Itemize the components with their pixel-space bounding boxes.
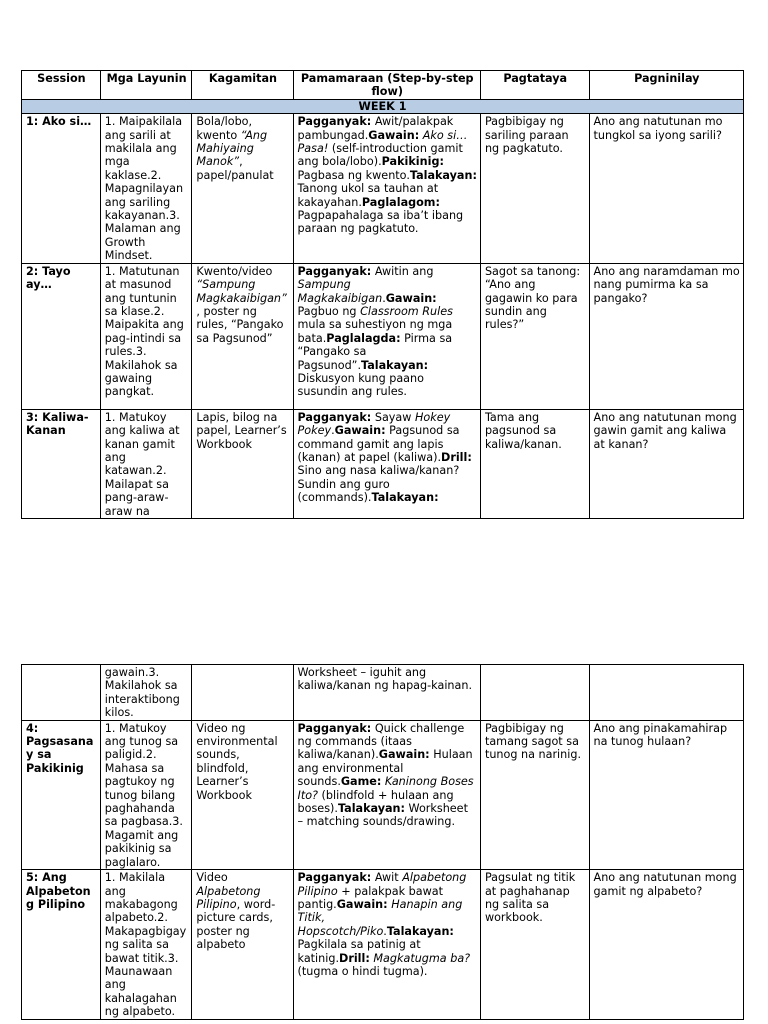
bold-label: Gawain:: [368, 128, 420, 142]
header-layunin: Mga Layunin: [100, 71, 192, 100]
text-run: Awit/palakpak pambungad.: [297, 115, 454, 142]
text-run: Pagbasa ng kwento.: [297, 168, 410, 182]
kagamitan-cell: [192, 114, 293, 263]
bold-label: Pagganyak:: [297, 410, 372, 424]
text-run: (tugma o hindi tugma).: [297, 964, 428, 978]
layunin-cell: 1. Maipakilala ang sarili at makilala ang mga kaklase.2. Mapagnilayan ang sariling kakayanan.3. Malaman ang Growth Mindset.: [100, 114, 192, 263]
bold-label: Gawain:: [334, 424, 386, 438]
bold-label: Drill:: [339, 951, 370, 965]
text-run: , word-picture cards, poster ng alpabeto: [196, 897, 276, 952]
session-cell: 1: Ako si…: [22, 114, 101, 263]
italic-text: Alpabetong Pilipino: [196, 884, 261, 911]
bold-label: Talakayan:: [386, 924, 454, 938]
italic-text: Hanapin ang Titik, Hopscotch/Piko: [297, 897, 463, 938]
italic-text: Hokey Pokey: [297, 410, 451, 438]
session-cell: 4: Pagsasanay sa Pakikinig: [22, 720, 101, 869]
pagninilay-cell: Ano ang natutunan mong gawin gamit ang kaliwa at kanan?: [589, 409, 743, 518]
text-run: Video ng environmental sounds, blindfold, Learner’s Workbook: [196, 721, 278, 802]
bold-label: Talakayan:: [409, 168, 477, 182]
pamamaraan-cell: [293, 409, 480, 518]
pagninilay-cell: Ano ang naramdaman mo nang pumirma ka sa pangako?: [589, 263, 743, 409]
pagtataya-cell: Pagsulat ng titik at paghahanap ng salita sa workbook.: [480, 870, 589, 1019]
text-run: Awit: [371, 871, 403, 885]
kagamitan-cell: [192, 409, 293, 518]
pagtataya-cell: Pagbibigay ng tamang sagot sa tunog na narinig.: [480, 720, 589, 869]
bold-label: Drill:: [441, 450, 472, 464]
text-run: Pagpapahalaga sa iba’t ibang paraan ng pagkatuto.: [297, 209, 464, 236]
header-pagtataya: Pagtataya: [480, 71, 589, 100]
text-run: , papel/panulat: [196, 155, 274, 182]
session-cell: 5: Ang Alpabetong Pilipino: [22, 870, 101, 1019]
table-row: [22, 665, 744, 721]
italic-text: Magkatugma ba?: [373, 951, 471, 965]
text-run: Pagsunod sa command gamit ang lapis (kanan) at papel (kaliwa).: [297, 424, 460, 464]
bold-label: Game:: [340, 775, 382, 789]
header-pamamaraan: Pamamaraan (Step-by-step flow): [293, 71, 480, 100]
pamamaraan-cell: [293, 870, 480, 1019]
bold-label: Talakayan:: [371, 491, 439, 505]
header-session: Session: [22, 71, 101, 100]
pamamaraan-cell: [293, 665, 480, 721]
italic-text: “Ang Mahiyaing Manok”: [196, 128, 268, 169]
text-run: (self-introduction gamit ang bola/lobo).: [297, 142, 463, 169]
header-pagninilay: Pagninilay: [589, 71, 743, 100]
text-run: Worksheet – matching sounds/drawing.: [297, 802, 468, 829]
text-run: Pagbuo ng: [297, 304, 361, 318]
bold-label: Pagganyak:: [297, 115, 372, 129]
kagamitan-cell: [192, 665, 293, 721]
table-row: [22, 409, 744, 518]
bold-label: Paglalagom:: [361, 195, 440, 209]
kagamitan-cell: [192, 720, 293, 869]
layunin-cell: 1. Matutunan at masunod ang tuntunin sa klase.2. Maipakita ang pag-intindi sa rules.3. Makilahok sa gawaing pangkat.: [100, 263, 192, 409]
pagtataya-cell: Pagbibigay ng sariling paraan ng pagkatuto.: [480, 114, 589, 263]
lesson-plan-table-page-2: [21, 664, 744, 1020]
layunin-cell: 1. Matukoy ang kaliwa at kanan gamit ang katawan.2. Mailapat sa pang-araw-araw na: [100, 409, 192, 518]
text-run: Lapis, bilog na papel, Learner’s Workbook: [196, 410, 287, 451]
bold-label: Pagganyak:: [297, 264, 372, 278]
header-kagamitan: Kagamitan: [192, 71, 293, 100]
text-run: Tanong ukol sa tauhan at kakayahan.: [297, 182, 439, 209]
kagamitan-cell: [192, 263, 293, 409]
italic-text: Sampung Magkakaibigan: [297, 278, 383, 305]
text-run: , poster ng rules, “Pangako sa Pagsunod”: [196, 304, 284, 345]
text-run: Kwento/video: [196, 264, 273, 278]
bold-label: Gawain:: [336, 897, 388, 911]
pagtataya-cell: Tama ang pagsunod sa kaliwa/kanan.: [480, 409, 589, 518]
bold-label: Paglalagda:: [326, 331, 401, 345]
italic-text: Ako si… Pasa!: [297, 128, 468, 156]
session-cell: 3: Kaliwa-Kanan: [22, 409, 101, 518]
bold-label: Talakayan:: [337, 802, 405, 816]
table-row: [22, 114, 744, 263]
text-run: Pirma sa “Pangako sa Pagsunod”.: [297, 331, 453, 372]
pagninilay-cell: Ano ang natutunan mo tungkol sa iyong sarili?: [589, 114, 743, 263]
italic-text: Alpabetong Pilipino: [297, 871, 467, 898]
bold-label: Pagganyak:: [297, 871, 372, 885]
text-run: .: [382, 291, 386, 305]
text-run: .: [383, 924, 387, 938]
table-row: [22, 870, 744, 1019]
pagtataya-cell: Sagot sa tanong: “Ano ang gagawin ko para sundin ang rules?”: [480, 263, 589, 409]
table-row: [22, 263, 744, 409]
layunin-cell: 1. Makilala ang makabagong alpabeto.2. Makapagbigay ng salita sa bawat titik.3. Maunawaan ang kahalagahan ng alpabeto.: [100, 870, 192, 1019]
header-row: [22, 71, 744, 100]
week-row: [22, 99, 744, 113]
pagninilay-cell: Ano ang natutunan mong gamit ng alpabeto?: [589, 870, 743, 1019]
italic-text: Classroom Rules: [360, 304, 453, 318]
text-run: mula sa suhestiyon ng mga bata.: [297, 318, 453, 345]
pagtataya-cell: [480, 665, 589, 721]
text-run: Sino ang nasa kaliwa/kanan? Sundin ang guro (commands).: [297, 464, 460, 505]
session-cell: [22, 665, 101, 721]
lesson-plan-table-page-1: [21, 70, 744, 519]
text-run: Bola/lobo, kwento: [196, 115, 253, 142]
text-run: Video: [196, 871, 228, 885]
layunin-cell: 1. Matukoy ang tunog sa paligid.2. Mahasa sa pagtukoy ng tunog bilang paghahanda sa pagbasa.3. Magamit ang pakikinig sa paglalaro.: [100, 720, 192, 869]
pagninilay-cell: Ano ang pinakamahirap na tunog hulaan?: [589, 720, 743, 869]
layunin-cell: gawain.3. Makilahok sa interaktibong kilos.: [100, 665, 192, 721]
session-cell: 2: Tayo ay…: [22, 263, 101, 409]
text-run: Worksheet – iguhit ang kaliwa/kanan ng hapag-kainan.: [297, 666, 473, 693]
week-label: WEEK 1: [22, 99, 744, 113]
kagamitan-cell: [192, 870, 293, 1019]
bold-label: Gawain:: [378, 748, 430, 762]
pamamaraan-cell: [293, 114, 480, 263]
text-run: Quick challenge ng commands (itaas kaliwa/kanan).: [297, 721, 465, 762]
bold-label: Talakayan:: [361, 358, 429, 372]
table-row: [22, 720, 744, 869]
text-run: .: [331, 424, 335, 438]
italic-text: Kaninong Boses Ito?: [297, 775, 474, 802]
text-run: Hulaan ang environmental sounds.: [297, 748, 473, 789]
pamamaraan-cell: [293, 263, 480, 409]
pagninilay-cell: [589, 665, 743, 721]
bold-label: Gawain:: [385, 291, 437, 305]
text-run: Awitin ang: [371, 264, 434, 278]
text-run: Sayaw: [371, 410, 415, 424]
text-run: (blindfold + hulaan ang boses).: [297, 788, 454, 816]
bold-label: Pakikinig:: [381, 155, 444, 169]
italic-text: “Sampung Magkakaibigan”: [196, 278, 287, 305]
text-run: Pagkilala sa patinig at katinig.: [297, 938, 421, 965]
bold-label: Pagganyak:: [297, 721, 372, 735]
text-run: + palakpak bawat pantig.: [297, 884, 443, 911]
text-run: Diskusyon kung paano susundin ang rules.: [297, 371, 424, 399]
pamamaraan-cell: [293, 720, 480, 869]
